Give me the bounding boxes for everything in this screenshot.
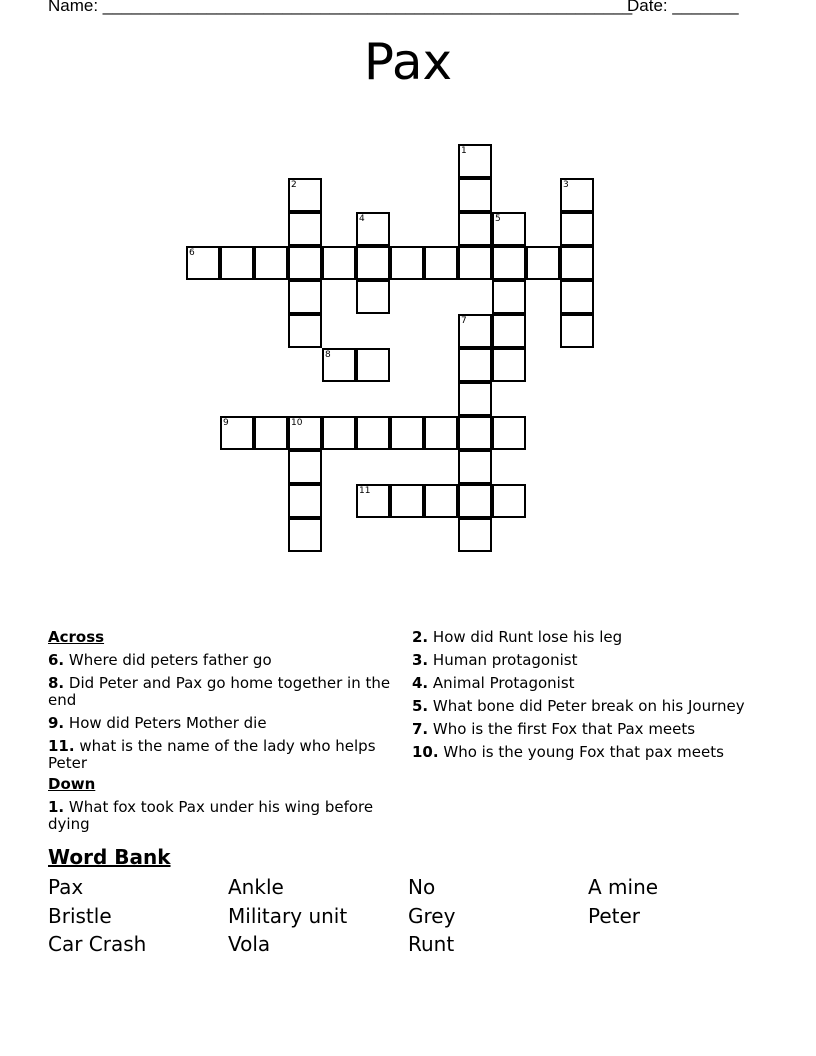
cell-number: 11 bbox=[359, 486, 371, 496]
clue-number: 4. bbox=[412, 674, 429, 692]
word-bank-item: Runt bbox=[408, 932, 455, 956]
crossword-cell[interactable] bbox=[356, 280, 390, 314]
cell-number: 7 bbox=[461, 316, 467, 326]
crossword-cell[interactable] bbox=[458, 484, 492, 518]
clue-text: Who is the first Fox that Pax meets bbox=[432, 720, 696, 738]
crossword-cell[interactable] bbox=[186, 246, 220, 280]
cell-number: 5 bbox=[495, 214, 501, 224]
name-line: Name: ________________________________________________________ bbox=[48, 0, 633, 15]
clue-down-1 bbox=[48, 799, 403, 833]
crossword-cell[interactable] bbox=[390, 416, 424, 450]
crossword-cell[interactable] bbox=[254, 246, 288, 280]
crossword-cell[interactable] bbox=[356, 416, 390, 450]
clue-text: What fox took Pax under his wing before dying bbox=[48, 798, 374, 833]
crossword-cell[interactable] bbox=[390, 246, 424, 280]
crossword-cell[interactable] bbox=[492, 212, 526, 246]
clue-number: 7. bbox=[412, 720, 429, 738]
clue-text: How did Runt lose his leg bbox=[432, 628, 623, 646]
crossword-cell[interactable] bbox=[424, 484, 458, 518]
clue-text: what is the name of the lady who helps Peter bbox=[48, 737, 376, 772]
clues-right-column bbox=[412, 629, 752, 761]
clue-text: Human protagonist bbox=[432, 651, 578, 669]
cell-number: 3 bbox=[563, 180, 569, 190]
clue-down-3 bbox=[412, 652, 752, 669]
word-bank-item: Vola bbox=[228, 932, 271, 956]
clue-text: Where did peters father go bbox=[68, 651, 272, 669]
page-title: Pax bbox=[363, 33, 453, 91]
crossword-cell[interactable] bbox=[322, 416, 356, 450]
word-bank-item: Car Crash bbox=[48, 932, 147, 956]
crossword-cell[interactable] bbox=[458, 416, 492, 450]
clue-across-6 bbox=[48, 652, 403, 669]
crossword-cell[interactable] bbox=[560, 280, 594, 314]
cell-number: 6 bbox=[189, 248, 195, 258]
crossword-cell[interactable] bbox=[492, 348, 526, 382]
crossword-cell[interactable] bbox=[458, 382, 492, 416]
cell-number: 8 bbox=[325, 350, 331, 360]
clue-across-8 bbox=[48, 675, 403, 709]
crossword-cell[interactable] bbox=[458, 450, 492, 484]
clue-number: 2. bbox=[412, 628, 429, 646]
crossword-cell[interactable] bbox=[458, 212, 492, 246]
clue-number: 8. bbox=[48, 674, 65, 692]
clue-number: 6. bbox=[48, 651, 65, 669]
crossword-cell[interactable] bbox=[288, 212, 322, 246]
word-bank-item: Peter bbox=[588, 904, 641, 928]
clue-number: 9. bbox=[48, 714, 65, 732]
clue-number: 11. bbox=[48, 737, 75, 755]
cell-number: 4 bbox=[359, 214, 365, 224]
crossword-cell[interactable] bbox=[458, 518, 492, 552]
crossword-cell[interactable] bbox=[322, 348, 356, 382]
clue-number: 3. bbox=[412, 651, 429, 669]
crossword-cell[interactable] bbox=[288, 416, 322, 450]
crossword-cell[interactable] bbox=[322, 246, 356, 280]
word-bank-item: Ankle bbox=[228, 875, 284, 899]
crossword-cell[interactable] bbox=[288, 484, 322, 518]
crossword-cell[interactable] bbox=[390, 484, 424, 518]
crossword-cell[interactable] bbox=[288, 178, 322, 212]
cell-number: 1 bbox=[461, 146, 467, 156]
crossword-cell[interactable] bbox=[492, 246, 526, 280]
crossword-cell[interactable] bbox=[288, 246, 322, 280]
clue-text: How did Peters Mother die bbox=[68, 714, 267, 732]
word-bank-title: Word Bank bbox=[48, 845, 171, 869]
crossword-cell[interactable] bbox=[492, 416, 526, 450]
word-bank-item: No bbox=[408, 875, 436, 899]
clue-number: 1. bbox=[48, 798, 65, 816]
crossword-cell[interactable] bbox=[560, 314, 594, 348]
word-bank-item: Grey bbox=[408, 904, 456, 928]
clue-across-11 bbox=[48, 738, 403, 772]
crossword-cell[interactable] bbox=[356, 246, 390, 280]
clue-text: Animal Protagonist bbox=[432, 674, 575, 692]
crossword-cell[interactable] bbox=[254, 416, 288, 450]
crossword-cell[interactable] bbox=[458, 178, 492, 212]
crossword-cell[interactable] bbox=[220, 246, 254, 280]
crossword-cell[interactable] bbox=[458, 246, 492, 280]
crossword-cell[interactable] bbox=[560, 178, 594, 212]
across-heading: Across bbox=[48, 628, 105, 646]
crossword-cell[interactable] bbox=[356, 484, 390, 518]
crossword-cell[interactable] bbox=[288, 280, 322, 314]
word-bank-item: Bristle bbox=[48, 904, 112, 928]
crossword-cell[interactable] bbox=[560, 246, 594, 280]
down-heading: Down bbox=[48, 775, 96, 793]
clue-down-2 bbox=[412, 629, 752, 646]
crossword-cell[interactable] bbox=[560, 212, 594, 246]
crossword-cell[interactable] bbox=[356, 348, 390, 382]
crossword-cell[interactable] bbox=[220, 416, 254, 450]
clue-text: Did Peter and Pax go home together in the end bbox=[48, 674, 391, 709]
clue-text: What bone did Peter break on his Journey bbox=[432, 697, 745, 715]
crossword-cell[interactable] bbox=[288, 450, 322, 484]
word-bank-item: Pax bbox=[48, 875, 84, 899]
clue-down-4 bbox=[412, 675, 752, 692]
clue-number: 10. bbox=[412, 743, 439, 761]
crossword-cell[interactable] bbox=[356, 212, 390, 246]
crossword-cell[interactable] bbox=[458, 314, 492, 348]
crossword-cell[interactable] bbox=[458, 348, 492, 382]
crossword-cell[interactable] bbox=[288, 314, 322, 348]
clues-left-column bbox=[48, 629, 403, 833]
crossword-cell[interactable] bbox=[288, 518, 322, 552]
crossword-cell[interactable] bbox=[492, 314, 526, 348]
crossword-cell[interactable] bbox=[492, 280, 526, 314]
crossword-cell[interactable] bbox=[526, 246, 560, 280]
word-bank-item: Military unit bbox=[228, 904, 348, 928]
clue-number: 5. bbox=[412, 697, 429, 715]
cell-number: 9 bbox=[223, 418, 229, 428]
clue-down-7 bbox=[412, 721, 752, 738]
clue-across-9 bbox=[48, 715, 403, 732]
crossword-cell[interactable] bbox=[424, 246, 458, 280]
clue-down-10 bbox=[412, 744, 752, 761]
clue-down-5 bbox=[412, 698, 752, 715]
crossword-cell[interactable] bbox=[424, 416, 458, 450]
crossword-cell[interactable] bbox=[492, 484, 526, 518]
clue-text: Who is the young Fox that pax meets bbox=[443, 743, 724, 761]
word-bank-item: A mine bbox=[588, 875, 659, 899]
date-line: Date: _______ bbox=[627, 0, 739, 15]
cell-number: 2 bbox=[291, 180, 297, 190]
crossword-cell[interactable] bbox=[458, 144, 492, 178]
cell-number: 10 bbox=[291, 418, 303, 428]
